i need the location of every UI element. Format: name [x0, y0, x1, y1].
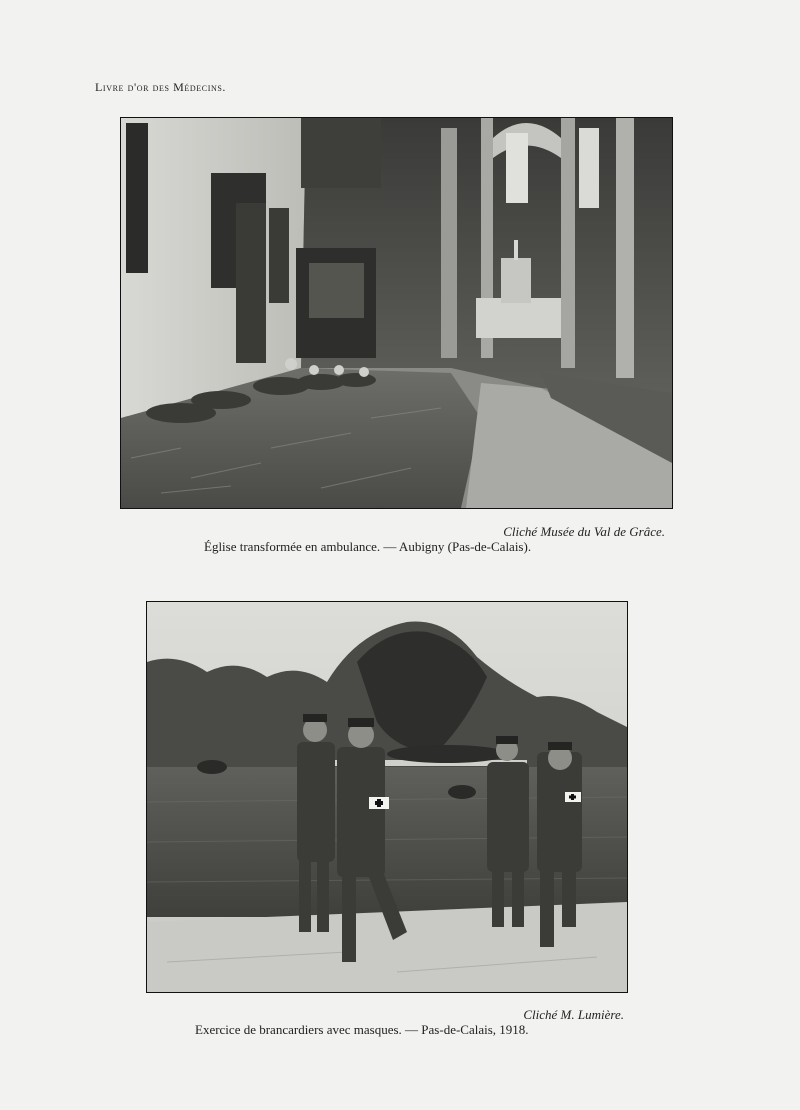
church-ambulance-photo — [120, 117, 673, 509]
photo-credit-2: Cliché M. Lumière. — [523, 1007, 624, 1022]
church-ambulance-illustration — [121, 118, 672, 508]
running-head: Livre d'or des Médecins. — [95, 80, 227, 94]
photo-caption-1: Église transformée en ambulance. — Aubigny (Pas-de-Calais). — [204, 539, 532, 554]
photo-caption-2: Exercice de brancardiers avec masques. — Pas-de-Calais, 1918. — [195, 1022, 529, 1037]
photo-credit-1: Cliché Musée du Val de Grâce. — [503, 524, 665, 539]
stretcher-bearers-photo — [146, 601, 628, 993]
stretcher-bearers-illustration — [147, 602, 627, 992]
